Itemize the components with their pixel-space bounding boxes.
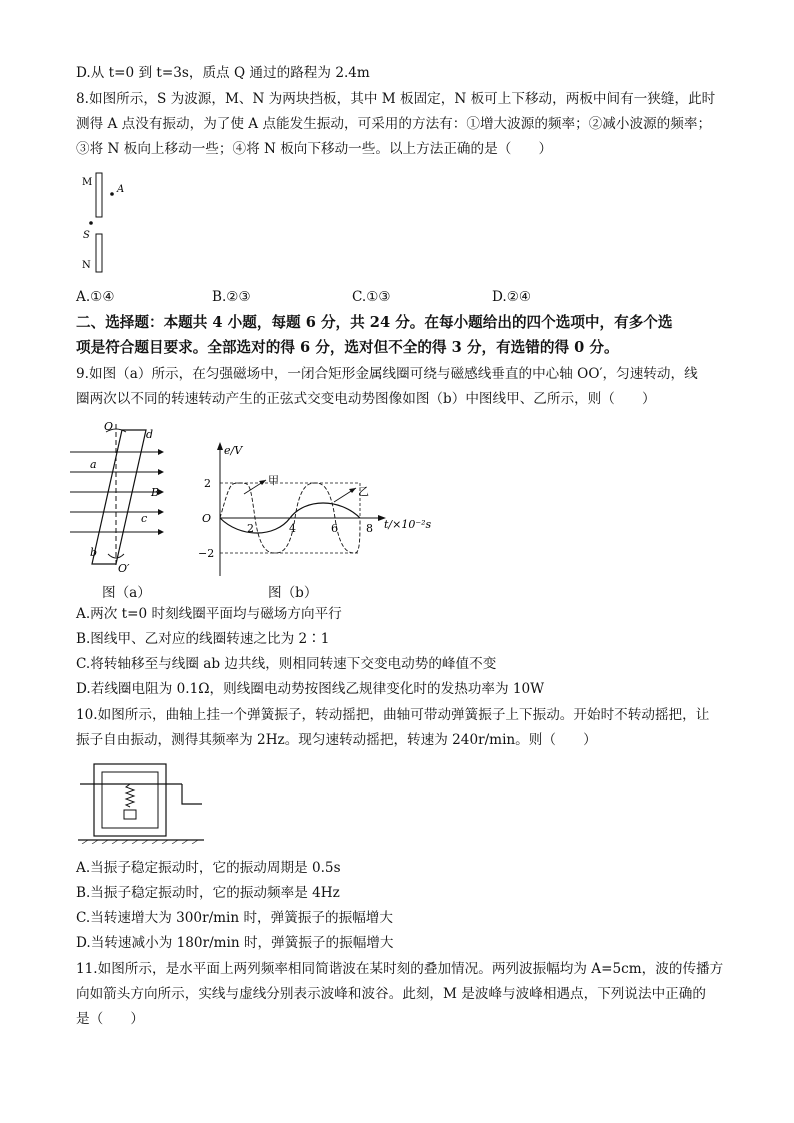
x-axis-label: t/×10⁻²s [384, 518, 432, 531]
y-tick-neg: −2 [198, 547, 215, 560]
q9-figure-a [68, 418, 178, 578]
source-s [89, 221, 93, 225]
q10-option-b: B.当振子稳定振动时，它的振动频率是 4Hz [76, 885, 340, 901]
q11-stem-line1: 11.如图所示，是水平面上两列频率相同简谐波在某时刻的叠加情况。两列波振幅均为 A=5cm，波的传播方 [76, 961, 724, 977]
q10-option-c: C.当转速增大为 300r/min 时，弹簧振子的振幅增大 [76, 910, 393, 926]
label-o: O [104, 420, 114, 433]
q8-option-d: D.②④ [492, 289, 532, 305]
label-c: c [141, 512, 148, 525]
q8-stem-line3: ③将 N 板向上移动一些；④将 N 板向下移动一些。以上方法正确的是（ ） [76, 141, 553, 157]
q11-stem-line3: 是（ ） [76, 1011, 144, 1027]
x-tick-6: 6 [331, 522, 338, 535]
q9-option-a: A.两次 t=0 时刻线圈平面均与磁场方向平行 [76, 606, 342, 622]
plate-n [96, 234, 102, 272]
y-axis-label: e/V [224, 444, 243, 457]
q10-figure [78, 758, 208, 844]
x-tick-8: 8 [366, 522, 373, 535]
label-d: d [146, 428, 154, 441]
q8-option-a: A.①④ [76, 289, 115, 305]
q8-stem-line1: 8.如图所示，S 为波源，M、N 为两块挡板，其中 M 板固定，N 板可上下移动，两板中间有一狭缝，此时 [76, 91, 716, 107]
oscillator-mass [124, 810, 136, 819]
label-big-b: B [151, 486, 160, 499]
label-s: S [83, 230, 90, 241]
y-tick-pos: 2 [204, 477, 211, 490]
q9-figure-b-caption: 图（b） [268, 585, 318, 601]
label-n: N [82, 260, 91, 271]
q9-option-c: C.将转轴移至与线圈 ab 边共线，则相同转速下交变电动势的峰值不变 [76, 656, 497, 672]
label-a: a [90, 458, 97, 471]
coil [92, 430, 146, 564]
point-a [110, 192, 114, 196]
q8-stem-line2: 测得 A 点没有振动，为了使 A 点能发生振动，可采用的方法有：①增大波源的频率；②减小波源的频率； [76, 116, 712, 132]
q8-option-c: C.①③ [352, 289, 391, 305]
label-jia: 甲 [268, 474, 279, 487]
q9-option-b: B.图线甲、乙对应的线圈转速之比为 2∶1 [76, 631, 330, 647]
q9-option-d: D.若线圈电阻为 0.1Ω，则线圈电动势按图线乙规律变化时的发热功率为 10W [76, 681, 545, 697]
q9-stem-line1: 9.如图（a）所示，在匀强磁场中，一闭合矩形金属线圈可绕与磁感线垂直的中心轴 OO′，匀速转动，线 [76, 366, 698, 382]
q9-figure-a-caption: 图（a） [102, 585, 151, 601]
spring [126, 784, 134, 807]
q9-figure-b [196, 438, 434, 578]
label-a: A [117, 184, 125, 195]
q10-stem-line1: 10.如图所示，曲轴上挂一个弹簧振子，转动摇把，曲轴可带动弹簧振子上下振动。开始时不转动摇把，让 [76, 707, 710, 723]
q7-option-d: D.从 t=0 到 t=3s，质点 Q 通过的路程为 2.4m [76, 65, 370, 81]
label-yi: 乙 [358, 485, 369, 498]
x-tick-4: 4 [289, 522, 296, 535]
label-b: b [90, 546, 98, 559]
q8-option-b: B.②③ [212, 289, 251, 305]
label-o-prime: O′ [118, 562, 130, 575]
q10-option-a: A.当振子稳定振动时，它的振动周期是 0.5s [76, 860, 341, 876]
q11-stem-line2: 向如箭头方向所示，实线与虚线分别表示波峰和波谷。此刻，M 是波峰与波峰相遇点，下列说法中正确的 [76, 986, 706, 1002]
label-m: M [82, 177, 93, 188]
q10-option-d: D.当转速减小为 180r/min 时，弹簧振子的振幅增大 [76, 935, 394, 951]
origin-label: O [202, 512, 212, 525]
q8-figure [76, 168, 136, 278]
section2-heading-line2: 项是符合题目要求。全部选对的得 6 分，选对但不全的得 3 分，有选错的得 0 分。 [76, 339, 619, 356]
section2-heading-line1: 二、选择题：本题共 4 小题，每题 6 分，共 24 分。在每小题给出的四个选项中，有多个选 [76, 314, 673, 331]
q9-stem-line2: 圈两次以不同的转速转动产生的正弦式交变电动势图像如图（b）中图线甲、乙所示，则（ ） [76, 391, 656, 407]
plate-m [96, 173, 102, 217]
q10-stem-line2: 振子自由振动，测得其频率为 2Hz。现匀速转动摇把，转速为 240r/min。则（ ） [76, 732, 597, 748]
x-tick-2: 2 [247, 522, 254, 535]
